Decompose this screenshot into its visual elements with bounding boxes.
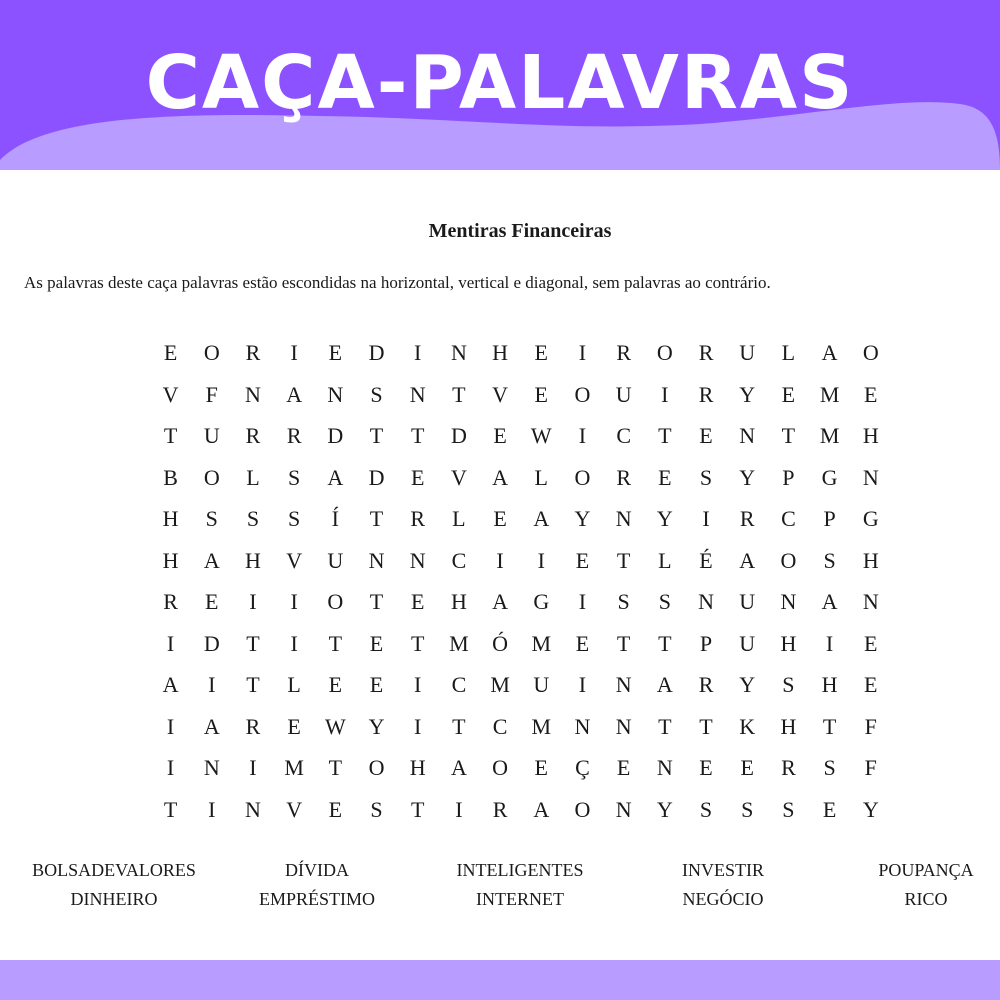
grid-cell[interactable]: A <box>492 464 509 490</box>
grid-cell[interactable]: L <box>452 506 466 531</box>
grid-cell[interactable]: N <box>862 464 879 490</box>
grid-cell[interactable]: V <box>162 381 179 407</box>
grid-cell[interactable]: I <box>661 381 669 407</box>
grid-cell[interactable]: R <box>245 713 261 739</box>
grid-cell[interactable]: T <box>616 547 631 573</box>
grid-cell[interactable]: L <box>246 464 260 490</box>
grid-cell[interactable]: N <box>245 796 261 822</box>
grid-cell[interactable]: L <box>534 464 548 490</box>
grid-cell[interactable]: O <box>574 796 591 822</box>
grid-cell[interactable]: H <box>862 423 879 448</box>
grid-cell[interactable]: H <box>780 713 797 739</box>
grid-cell[interactable]: E <box>369 672 384 697</box>
grid-cell[interactable]: R <box>245 340 261 365</box>
word-list-item: INTELIGENTES <box>456 860 584 880</box>
grid-cell[interactable]: R <box>616 340 631 365</box>
grid-cell[interactable]: S <box>617 589 630 614</box>
word-list-item: POUPANÇA <box>878 860 974 880</box>
grid-cell[interactable]: G <box>862 506 879 531</box>
grid-cell[interactable]: E <box>864 672 878 697</box>
grid-cell[interactable]: I <box>249 589 257 614</box>
grid-cell[interactable]: E <box>493 506 507 531</box>
grid-cell[interactable]: S <box>370 796 383 822</box>
grid-cell[interactable]: V <box>450 464 467 490</box>
grid-cell[interactable]: I <box>249 755 257 780</box>
grid-cell[interactable]: I <box>290 589 298 614</box>
grid-cell[interactable]: M <box>284 755 304 780</box>
grid-cell[interactable]: G <box>821 464 838 490</box>
grid-cell[interactable]: E <box>493 423 507 448</box>
grid-cell[interactable]: E <box>369 630 384 656</box>
grid-cell[interactable]: U <box>615 381 632 407</box>
grid-cell[interactable]: M <box>819 423 840 448</box>
grid-cell[interactable]: L <box>287 672 301 697</box>
grid-cell[interactable]: H <box>409 755 426 780</box>
grid-cell[interactable]: Y <box>656 506 673 531</box>
grid-cell[interactable]: H <box>862 547 879 573</box>
grid-cell[interactable]: U <box>533 672 550 697</box>
grid-cell[interactable]: N <box>327 381 344 407</box>
grid-cell[interactable]: S <box>288 464 301 490</box>
grid-cell[interactable]: H <box>821 672 838 697</box>
grid-cell[interactable]: E <box>163 340 178 365</box>
grid-cell[interactable]: A <box>533 796 550 822</box>
grid-cell[interactable]: U <box>327 547 344 573</box>
grid-cell[interactable]: I <box>578 589 587 614</box>
grid-cell[interactable]: Y <box>368 713 385 739</box>
grid-cell[interactable]: M <box>449 630 469 656</box>
grid-cell[interactable]: O <box>574 464 591 490</box>
grid-cell[interactable]: T <box>369 589 384 614</box>
grid-cell[interactable]: E <box>534 340 548 365</box>
grid-cell[interactable]: R <box>245 423 261 448</box>
grid-cell[interactable]: S <box>741 796 754 822</box>
grid-cell[interactable]: C <box>616 423 631 448</box>
grid-cell[interactable]: C <box>451 672 467 697</box>
grid-cell[interactable]: N <box>409 381 426 407</box>
grid-cell[interactable]: N <box>615 506 632 531</box>
grid-cell[interactable]: T <box>246 672 260 697</box>
grid-cell[interactable]: T <box>781 423 796 448</box>
word-list-item: BOLSADEVALORES <box>32 860 196 880</box>
grid-cell[interactable]: S <box>699 796 713 822</box>
grid-cell[interactable]: I <box>290 340 298 365</box>
word-list-item: INVESTIR <box>682 860 764 880</box>
grid-cell[interactable]: N <box>615 796 632 822</box>
grid-cell[interactable]: N <box>656 755 673 780</box>
grid-cell[interactable]: A <box>656 672 673 697</box>
word-list-item: INTERNET <box>476 889 564 909</box>
grid-cell[interactable]: E <box>575 547 590 573</box>
grid-cell[interactable]: E <box>328 340 343 365</box>
grid-cell[interactable]: P <box>699 630 713 656</box>
grid-cell[interactable]: S <box>823 755 836 780</box>
grid-cell[interactable]: L <box>781 340 796 365</box>
grid-cell[interactable]: T <box>658 423 672 448</box>
grid-cell[interactable]: A <box>162 672 179 697</box>
grid-cell[interactable]: E <box>410 589 425 614</box>
grid-cell[interactable]: E <box>205 589 219 614</box>
grid-cell[interactable]: I <box>578 340 587 365</box>
grid-cell[interactable]: C <box>492 713 508 739</box>
grid-cell[interactable]: C <box>781 506 796 531</box>
grid-cell[interactable]: D <box>203 630 220 656</box>
grid-cell[interactable]: N <box>409 547 426 573</box>
grid-cell[interactable]: A <box>492 589 509 614</box>
grid-cell[interactable]: I <box>414 713 422 739</box>
grid-cell[interactable]: Y <box>862 796 879 822</box>
grid-cell[interactable]: F <box>864 755 877 780</box>
grid-cell[interactable]: S <box>205 506 218 531</box>
grid-cell[interactable]: E <box>864 381 878 407</box>
grid-cell[interactable]: R <box>286 423 302 448</box>
grid-cell[interactable]: I <box>578 423 587 448</box>
grid-cell[interactable]: T <box>163 423 178 448</box>
grid-cell[interactable]: M <box>490 672 510 697</box>
grid-cell[interactable]: S <box>246 506 260 531</box>
grid-cell[interactable]: U <box>203 423 220 448</box>
grid-cell[interactable]: M <box>819 381 840 407</box>
grid-cell[interactable]: Ó <box>492 630 509 656</box>
grid-cell[interactable]: P <box>823 506 836 531</box>
grid-cell[interactable]: A <box>327 464 344 490</box>
page-title: CAÇA-PALAVRAS <box>145 40 855 126</box>
grid-cell[interactable]: R <box>698 672 714 697</box>
grid-cell[interactable]: E <box>328 796 343 822</box>
grid-cell[interactable]: R <box>698 381 714 407</box>
grid-cell[interactable]: I <box>496 547 504 573</box>
grid-cell[interactable]: E <box>287 713 301 739</box>
grid-cell[interactable]: O <box>780 547 797 573</box>
grid-cell[interactable]: N <box>862 589 879 614</box>
grid-cell[interactable]: R <box>616 464 631 490</box>
grid-cell[interactable]: A <box>286 381 303 407</box>
grid-cell[interactable]: E <box>616 755 631 780</box>
grid-cell[interactable]: R <box>698 340 714 365</box>
grid-cell[interactable]: R <box>781 755 796 780</box>
grid-cell[interactable]: T <box>246 630 260 656</box>
grid-cell[interactable]: I <box>414 672 422 697</box>
grid-cell[interactable]: I <box>290 630 298 656</box>
grid-cell[interactable]: V <box>286 547 303 573</box>
grid-cell[interactable]: O <box>203 464 220 490</box>
grid-cell[interactable]: E <box>781 381 796 407</box>
grid-cell[interactable]: M <box>531 630 552 656</box>
grid-cell[interactable]: N <box>739 423 756 448</box>
grid-cell[interactable]: V <box>492 381 509 407</box>
grid-cell[interactable]: I <box>166 630 175 656</box>
grid-cell[interactable]: U <box>739 589 756 614</box>
grid-cell[interactable]: N <box>203 755 220 780</box>
grid-cell[interactable]: C <box>451 547 467 573</box>
puzzle-subtitle: Mentiras Financeiras <box>428 220 612 242</box>
grid-cell[interactable]: I <box>702 506 710 531</box>
grid-cell[interactable]: W <box>324 713 346 739</box>
grid-cell[interactable]: R <box>739 506 755 531</box>
grid-cell[interactable]: E <box>864 630 878 656</box>
grid-cell[interactable]: D <box>450 423 467 448</box>
word-list-item: DINHEIRO <box>70 889 158 909</box>
grid-cell[interactable]: T <box>699 713 713 739</box>
grid-cell[interactable]: N <box>615 713 632 739</box>
grid-cell[interactable]: Y <box>574 506 591 531</box>
grid-cell[interactable]: I <box>537 547 545 573</box>
grid-cell[interactable]: T <box>658 630 672 656</box>
grid-cell[interactable]: N <box>698 589 714 614</box>
grid-cell[interactable]: Í <box>331 506 339 531</box>
grid-cell[interactable]: T <box>369 506 384 531</box>
grid-cell[interactable]: I <box>825 630 834 656</box>
grid-cell[interactable]: T <box>410 423 425 448</box>
grid-cell[interactable]: N <box>780 589 797 614</box>
grid-cell[interactable]: O <box>492 755 509 780</box>
grid-cell[interactable]: T <box>328 630 343 656</box>
grid-cell[interactable]: Y <box>739 381 756 407</box>
grid-cell[interactable]: Y <box>739 464 756 490</box>
grid-cell[interactable]: A <box>203 547 220 573</box>
grid-cell[interactable]: O <box>368 755 385 780</box>
grid-cell[interactable]: H <box>245 547 261 573</box>
puzzle-instructions: As palavras deste caça palavras estão escondidas na horizontal, vertical e diagonal, sem palavras ao contrário. <box>24 273 771 292</box>
grid-cell[interactable]: F <box>205 381 218 407</box>
word-list-item: RICO <box>904 889 948 909</box>
grid-cell[interactable]: S <box>658 589 671 614</box>
grid-cell[interactable]: T <box>452 713 466 739</box>
grid-cell[interactable]: Ç <box>575 755 590 780</box>
grid-cell[interactable]: G <box>533 589 550 614</box>
footer-bar <box>0 960 1000 1000</box>
grid-cell[interactable]: T <box>369 423 384 448</box>
grid-cell[interactable]: T <box>328 755 343 780</box>
grid-cell[interactable]: H <box>450 589 467 614</box>
word-list-item: DÍVIDA <box>285 860 349 880</box>
grid-cell[interactable]: E <box>410 464 425 490</box>
grid-cell[interactable]: É <box>699 547 713 573</box>
grid-cell[interactable]: S <box>288 506 301 531</box>
grid-cell[interactable]: O <box>656 340 673 365</box>
grid-cell[interactable]: D <box>368 464 385 490</box>
grid-cell[interactable]: T <box>658 713 672 739</box>
grid-cell[interactable]: B <box>163 464 178 490</box>
letter-grid <box>150 332 891 830</box>
grid-cell[interactable]: R <box>410 506 426 531</box>
grid-cell[interactable]: K <box>739 713 756 739</box>
grid-cell[interactable]: E <box>534 755 548 780</box>
grid-cell[interactable]: A <box>821 589 838 614</box>
grid-cell[interactable]: H <box>780 630 797 656</box>
grid-cell[interactable]: D <box>368 340 385 365</box>
grid-cell[interactable]: M <box>531 713 552 739</box>
grid-cell[interactable]: I <box>208 672 216 697</box>
grid-cell[interactable]: H <box>162 547 179 573</box>
grid-cell[interactable]: I <box>578 672 587 697</box>
grid-cell[interactable]: A <box>450 755 467 780</box>
grid-cell[interactable]: S <box>370 381 383 407</box>
grid-cell[interactable]: T <box>452 381 466 407</box>
grid-cell[interactable]: H <box>492 340 509 365</box>
grid-cell[interactable]: D <box>327 423 344 448</box>
header-banner <box>0 0 1000 170</box>
grid-cell[interactable]: N <box>368 547 385 573</box>
grid-cell[interactable]: H <box>162 506 179 531</box>
grid-cell[interactable]: A <box>203 713 220 739</box>
grid-cell[interactable]: R <box>163 589 178 614</box>
grid-cell[interactable]: U <box>739 340 756 365</box>
grid-cell[interactable]: S <box>699 464 713 490</box>
grid-cell[interactable]: I <box>166 755 175 780</box>
grid-cell[interactable]: T <box>410 796 425 822</box>
grid-cell[interactable]: E <box>658 464 672 490</box>
grid-cell[interactable]: F <box>864 713 877 739</box>
grid-cell[interactable]: T <box>163 796 178 822</box>
grid-cell[interactable]: A <box>533 506 550 531</box>
grid-cell[interactable]: I <box>414 340 422 365</box>
grid-cell[interactable]: O <box>203 340 220 365</box>
grid-cell[interactable]: E <box>328 672 343 697</box>
grid-cell[interactable]: O <box>574 381 591 407</box>
grid-cell[interactable]: E <box>699 423 713 448</box>
grid-cell[interactable]: I <box>208 796 216 822</box>
grid-cell[interactable]: A <box>739 547 756 573</box>
grid-cell[interactable]: W <box>530 423 552 448</box>
grid-cell[interactable]: Y <box>656 796 673 822</box>
grid-cell[interactable]: E <box>534 381 548 407</box>
grid-cell[interactable]: S <box>782 796 795 822</box>
grid-cell[interactable]: L <box>658 547 672 573</box>
grid-cell[interactable]: O <box>862 340 879 365</box>
grid-cell[interactable]: T <box>410 630 425 656</box>
word-list-item: EMPRÉSTIMO <box>258 889 376 909</box>
grid-cell[interactable]: N <box>245 381 261 407</box>
grid-cell[interactable]: N <box>615 672 632 697</box>
grid-cell[interactable]: R <box>492 796 508 822</box>
grid-cell[interactable]: T <box>616 630 631 656</box>
grid-cell[interactable]: E <box>575 630 590 656</box>
grid-cell[interactable]: U <box>739 630 756 656</box>
grid-cell[interactable]: N <box>450 340 467 365</box>
grid-cell[interactable]: Y <box>739 672 756 697</box>
grid-cell[interactable]: I <box>455 796 463 822</box>
grid-cell[interactable]: V <box>286 796 303 822</box>
grid-cell[interactable]: E <box>699 755 713 780</box>
grid-cell[interactable]: O <box>327 589 344 614</box>
grid-cell[interactable]: P <box>782 464 795 490</box>
grid-cell[interactable]: N <box>574 713 591 739</box>
grid-cell[interactable]: E <box>740 755 754 780</box>
word-list-item: NEGÓCIO <box>682 889 764 909</box>
grid-cell[interactable]: I <box>166 713 175 739</box>
grid-cell[interactable]: A <box>821 340 838 365</box>
grid-cell[interactable]: S <box>782 672 795 697</box>
grid-cell[interactable]: S <box>823 547 836 573</box>
grid-cell[interactable]: T <box>822 713 837 739</box>
grid-cell[interactable]: E <box>822 796 837 822</box>
